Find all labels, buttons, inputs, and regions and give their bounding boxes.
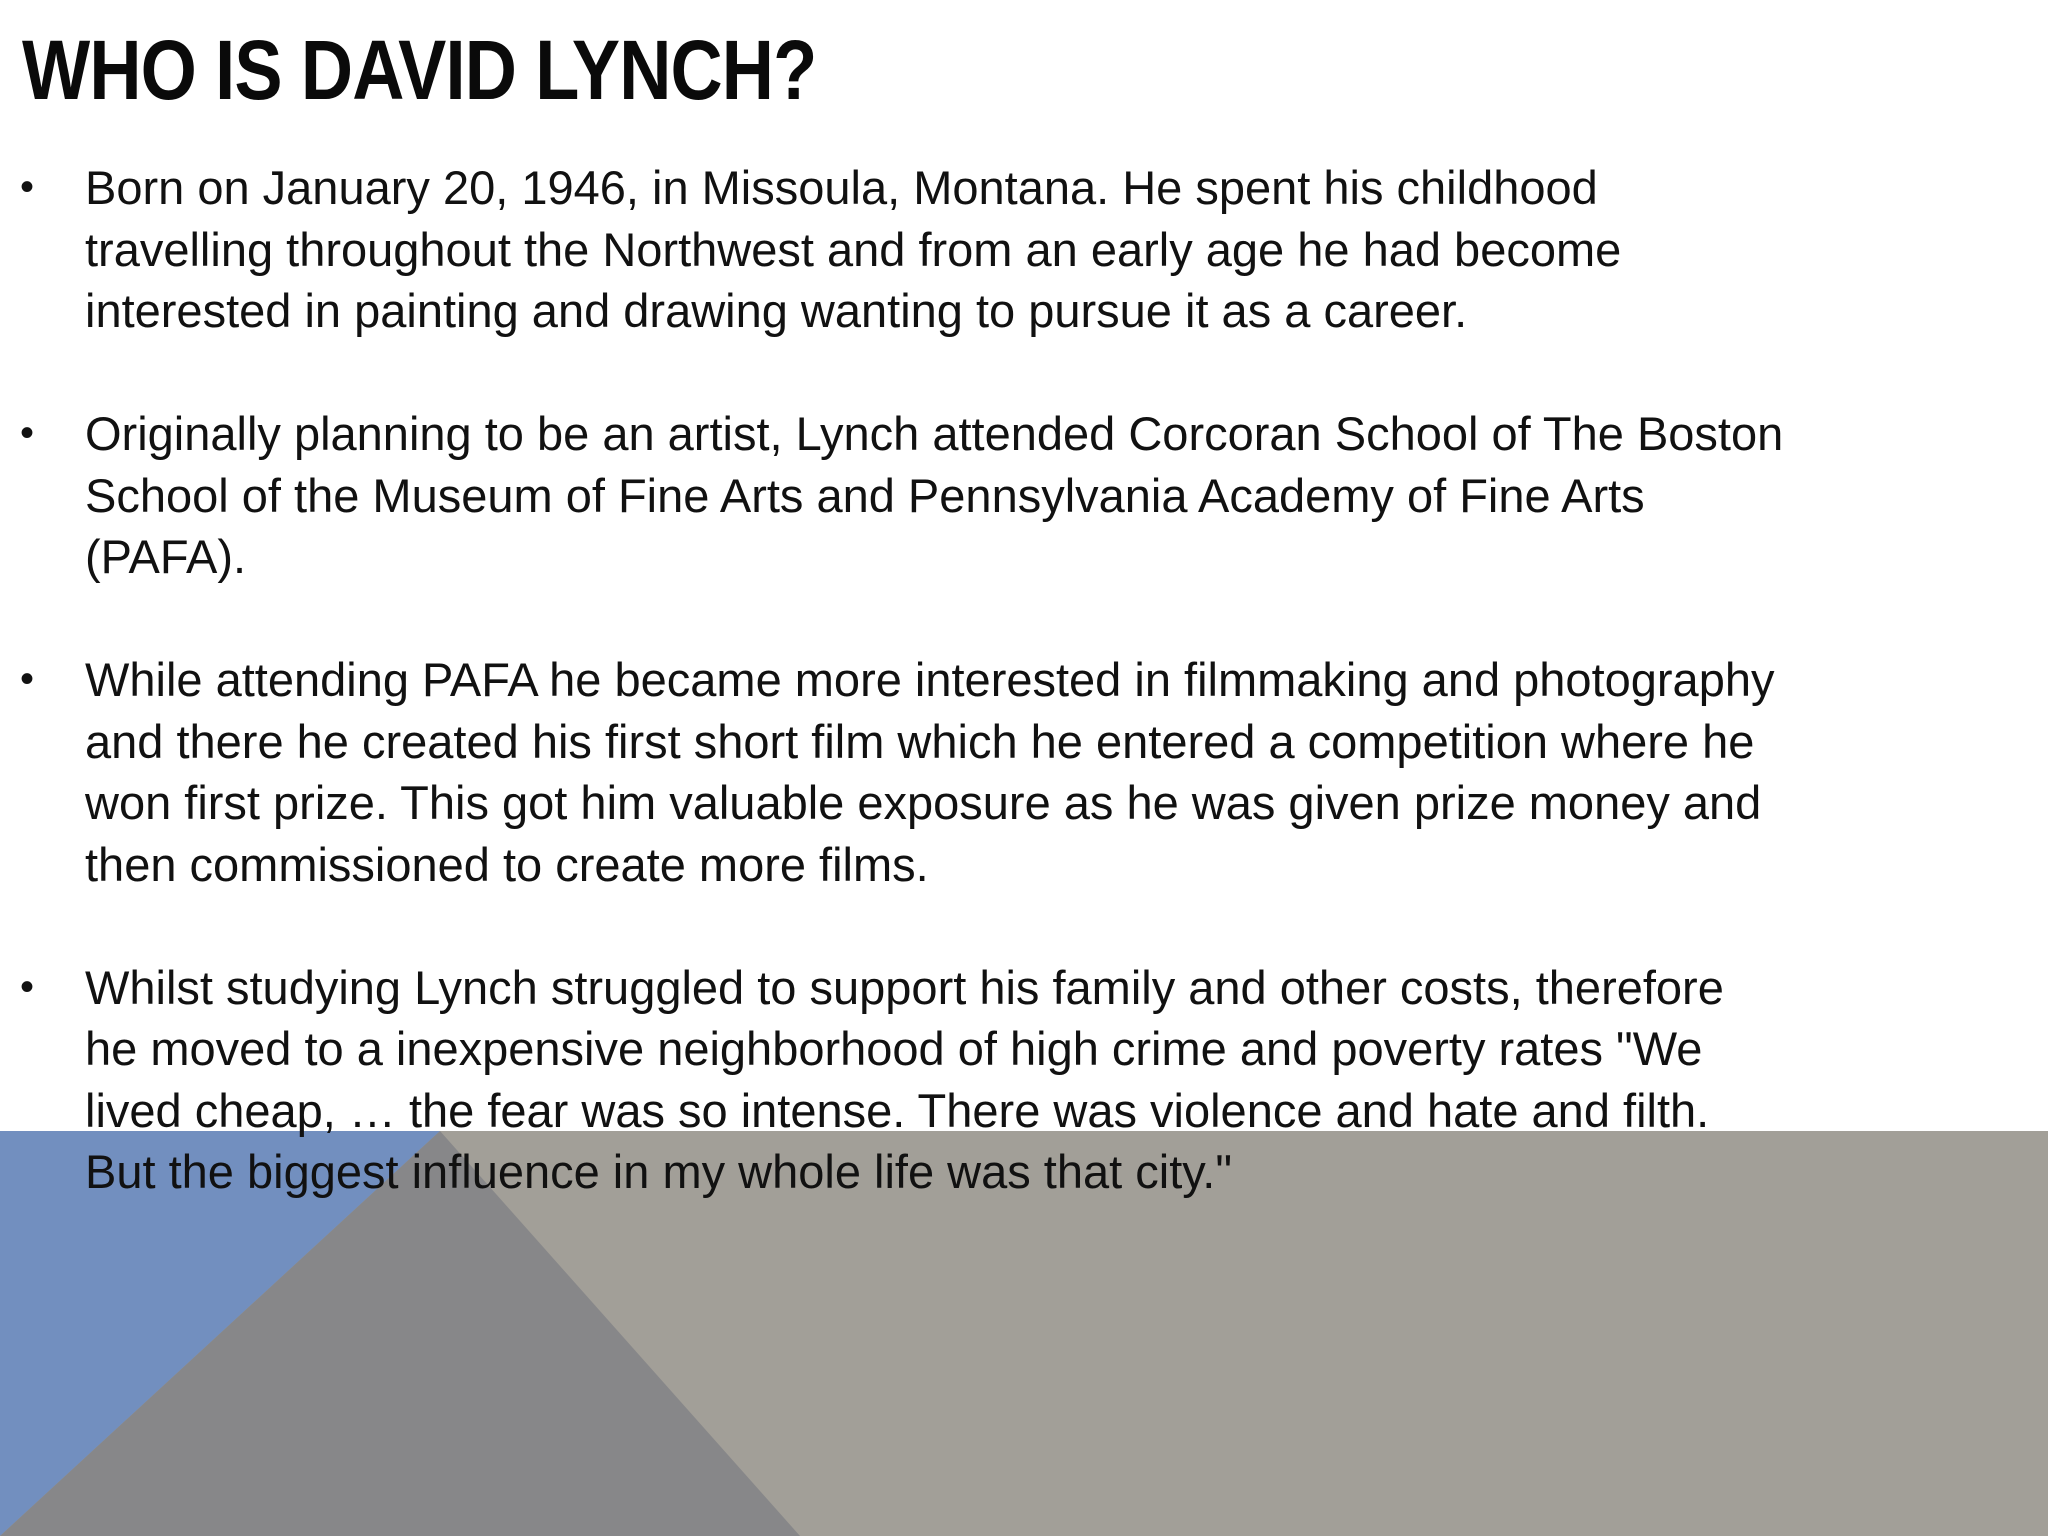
bullet-line: interested in painting and drawing wanting to pursue it as a career. (85, 284, 1468, 337)
bullet-line: Born on January 20, 1946, in Missoula, Montana. He spent his childhood (85, 161, 1598, 214)
bullet-line: travelling throughout the Northwest and from an early age he had become (85, 222, 1622, 276)
bullet-line: Whilst studying Lynch struggled to support his family and other costs, therefore (85, 960, 1724, 1014)
bullet-line: lived cheap, … the fear was so intense. There was violence and hate and filth. (85, 1083, 1710, 1137)
bullet-line: School of the Museum of Fine Arts and Pennsylvania Academy of Fine Arts (85, 468, 1645, 522)
bullet-line: Originally planning to be an artist, Lynch attended Corcoran School of The Boston (85, 407, 1784, 460)
bullet-line: he moved to a inexpensive neighborhood of high crime and poverty rates "We (85, 1022, 1703, 1075)
bullet-item-education (0, 403, 2000, 588)
bullet-list (0, 157, 2000, 1264)
slide-title: WHO IS DAVID LYNCH? (22, 23, 817, 117)
bullet-text (85, 649, 1985, 895)
bullet-line: (PAFA). (85, 530, 247, 583)
bullet-line: and there he created his first short film which he entered a competition where he (85, 714, 1755, 768)
bullet-marker: • (20, 165, 35, 209)
bullet-marker: • (20, 964, 35, 1009)
bullet-line: While attending PAFA he became more interested in filmmaking and photography (85, 653, 1775, 706)
bullet-line: But the biggest influence in my whole life was that city." (85, 1145, 1233, 1198)
bullet-item-city-influence (0, 957, 2000, 1203)
bullet-item-birth (0, 157, 2000, 342)
bullet-text (85, 403, 1985, 588)
bullet-line: won first prize. This got him valuable exposure as he was given prize money and (85, 776, 1762, 829)
bullet-text (85, 957, 1985, 1203)
bullet-text (85, 157, 1985, 342)
bullet-item-filmmaking (0, 649, 2000, 895)
bullet-marker: • (20, 411, 35, 455)
bullet-marker: • (20, 657, 35, 701)
bullet-line: then commissioned to create more films. (85, 837, 929, 891)
